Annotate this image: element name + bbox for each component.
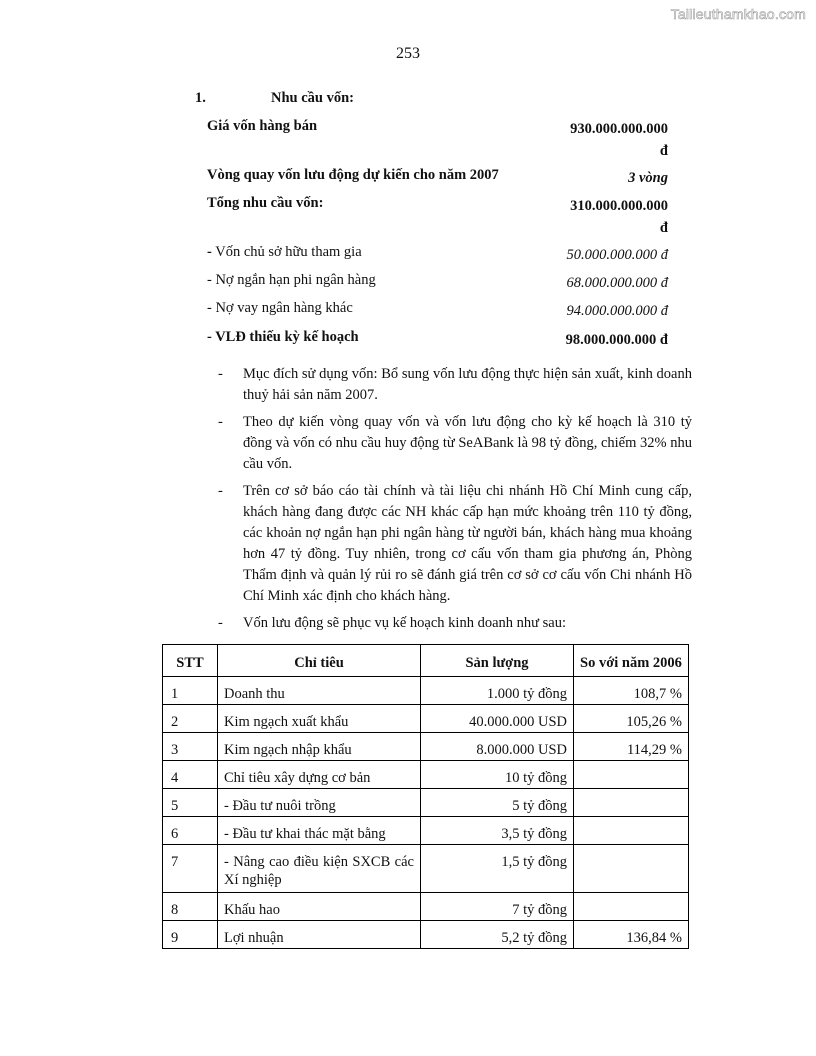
- cell-item: - Nâng cao điều kiện SXCB các Xí nghiệp: [218, 845, 421, 893]
- cell-item: Khấu hao: [218, 893, 421, 921]
- header-output: Sản lượng: [421, 645, 574, 677]
- bullet-text: Theo dự kiến vòng quay vốn và vốn lưu động cho kỳ kế hoạch là 310 tỷ đồng và vốn có nhu cầu huy động từ SeABank là 98 tỷ đồng, chiếm 32% nhu cầu vốn.: [243, 414, 692, 472]
- fin-row-bank-loan: [207, 300, 668, 322]
- cell-stt: 5: [163, 789, 218, 817]
- section-title: Nhu cầu vốn:: [271, 90, 354, 106]
- fin-label: - Nợ ngắn hạn phi ngân hàng: [207, 272, 376, 288]
- cell-compare: 114,29 %: [574, 733, 689, 761]
- table-row: [163, 733, 689, 761]
- fin-value: 930.000.000.000 đ: [570, 121, 668, 159]
- bullet-item: [218, 481, 692, 607]
- header-stt: STT: [163, 645, 218, 677]
- bullet-list: [218, 364, 692, 640]
- table-row: [163, 677, 689, 705]
- bullet-text: Vốn lưu động sẽ phục vụ kế hoạch kinh doanh như sau:: [243, 615, 566, 631]
- cell-output: 10 tỷ đồng: [421, 761, 574, 789]
- watermark: Tailieuthamkhao.com: [670, 6, 806, 22]
- cell-compare: 108,7 %: [574, 677, 689, 705]
- cell-stt: 9: [163, 921, 218, 949]
- fin-row-shortfall: [207, 329, 668, 351]
- fin-label: - Vốn chủ sở hữu tham gia: [207, 244, 362, 260]
- table-row: [163, 921, 689, 949]
- fin-value: 50.000.000.000 đ: [566, 247, 668, 263]
- bullet-text: Trên cơ sở báo cáo tài chính và tài liệu chi nhánh Hồ Chí Minh cung cấp, khách hàng đang được các NH khác cấp hạn mức khoảng trên 110 tỷ đồng, các khoản nợ ngắn hạn phi ngân hàng từ người bán, khách hàng mua khoảng hơn 47 tỷ đồng. Tuy nhiên, trong cơ cấu vốn tham gia phương án, Phòng Thẩm định và quản lý rủi ro sẽ đánh giá trên cơ sở cơ cấu vốn Chi nhánh Hồ Chí Minh xác định cho khách hàng.: [243, 483, 692, 604]
- fin-label: Vòng quay vốn lưu động dự kiến cho năm 2007: [207, 167, 499, 183]
- cell-stt: 2: [163, 705, 218, 733]
- cell-stt: 7: [163, 845, 218, 893]
- bullet-item: [218, 412, 692, 475]
- cell-item: - Đầu tư nuôi trồng: [218, 789, 421, 817]
- cell-item: Kim ngạch nhập khẩu: [218, 733, 421, 761]
- fin-value: 310.000.000.000 đ: [570, 198, 668, 236]
- cell-output: 3,5 tỷ đồng: [421, 817, 574, 845]
- cell-item: - Đầu tư khai thác mặt bằng: [218, 817, 421, 845]
- cell-compare: [574, 817, 689, 845]
- fin-label: - Nợ vay ngân hàng khác: [207, 300, 353, 316]
- cell-stt: 4: [163, 761, 218, 789]
- cell-compare: [574, 789, 689, 817]
- fin-value: 94.000.000.000 đ: [566, 303, 668, 319]
- cell-compare: 136,84 %: [574, 921, 689, 949]
- cell-output: 8.000.000 USD: [421, 733, 574, 761]
- fin-label: - VLĐ thiếu kỳ kế hoạch: [207, 329, 359, 345]
- bullet-text: Mục đích sử dụng vốn: Bổ sung vốn lưu động thực hiện sản xuất, kinh doanh thuỷ hải sản năm 2007.: [243, 366, 692, 403]
- table-row: [163, 789, 689, 817]
- cell-output: 7 tỷ đồng: [421, 893, 574, 921]
- page-number: 253: [396, 45, 420, 62]
- cell-item: Doanh thu: [218, 677, 421, 705]
- cell-output: 5,2 tỷ đồng: [421, 921, 574, 949]
- fin-value: 3 vòng: [628, 170, 668, 186]
- table-row: [163, 705, 689, 733]
- header-item: Chỉ tiêu: [218, 645, 421, 677]
- cell-output: 1.000 tỷ đồng: [421, 677, 574, 705]
- fin-value: 68.000.000.000 đ: [566, 275, 668, 291]
- cell-compare: [574, 761, 689, 789]
- fin-label: Tổng nhu cầu vốn:: [207, 195, 324, 211]
- bullet-dash: -: [218, 366, 223, 382]
- cell-stt: 6: [163, 817, 218, 845]
- bullet-dash: -: [218, 483, 223, 499]
- section-number: 1.: [195, 90, 206, 106]
- fin-value: 98.000.000.000 đ: [565, 332, 668, 348]
- cell-item: Kim ngạch xuất khẩu: [218, 705, 421, 733]
- table-row: [163, 893, 689, 921]
- business-plan-table: [162, 644, 689, 949]
- cell-item: Chỉ tiêu xây dựng cơ bản: [218, 761, 421, 789]
- header-compare: So với năm 2006: [574, 645, 689, 677]
- cell-compare: [574, 845, 689, 893]
- table-row: [163, 817, 689, 845]
- bullet-dash: -: [218, 615, 223, 631]
- cell-stt: 1: [163, 677, 218, 705]
- fin-row-total-need: [207, 195, 668, 239]
- bullet-dash: -: [218, 414, 223, 430]
- bullet-item: [218, 364, 692, 406]
- cell-output: 1,5 tỷ đồng: [421, 845, 574, 893]
- fin-row-short-debt: [207, 272, 668, 294]
- bullet-item: [218, 613, 692, 634]
- section-heading: [195, 90, 354, 107]
- fin-row-cogs: [207, 118, 668, 162]
- cell-item: Lợi nhuận: [218, 921, 421, 949]
- cell-compare: [574, 893, 689, 921]
- cell-stt: 8: [163, 893, 218, 921]
- fin-label: Giá vốn hàng bán: [207, 118, 318, 134]
- cell-output: 40.000.000 USD: [421, 705, 574, 733]
- table-header-row: [163, 645, 689, 677]
- fin-row-turnover: [207, 167, 668, 189]
- table-row: [163, 845, 689, 893]
- cell-output: 5 tỷ đồng: [421, 789, 574, 817]
- cell-stt: 3: [163, 733, 218, 761]
- table-row: [163, 761, 689, 789]
- fin-row-equity: [207, 244, 668, 266]
- cell-compare: 105,26 %: [574, 705, 689, 733]
